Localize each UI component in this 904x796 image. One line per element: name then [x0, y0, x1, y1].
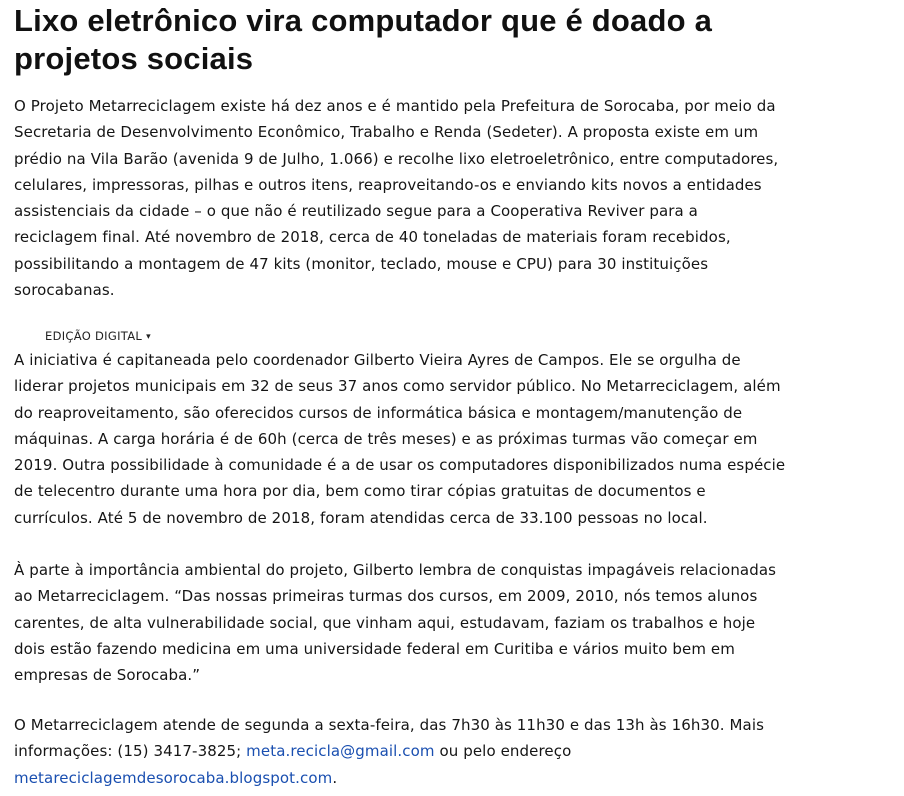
article-headline — [14, 0, 898, 78]
paragraph-1 — [14, 93, 898, 303]
paragraph-line: reciclagem final. Até novembro de 2018, cerca de 40 toneladas de materiais foram recebidos, — [14, 228, 731, 247]
paragraph-line: dois estão fazendo medicina em uma universidade federal em Curitiba e vários muito bem em — [14, 639, 735, 658]
paragraph-line: O Metarreciclagem atende de segunda a sexta-feira, das 7h30 às 11h30 e das 13h às 16h30. Mais — [14, 716, 765, 734]
paragraph-line: prédio na Vila Barão (avenida 9 de Julho, 1.066) e recolhe lixo eletroeletrônico, entre computadores, — [14, 149, 779, 168]
paragraph-line: máquinas. A carga horária é de 60h (cerca de três meses) e as próximas turmas vão começar em — [14, 429, 758, 448]
paragraph-line: currículos. Até 5 de novembro de 2018, foram atendidas cerca de 33.100 pessoas no local. — [14, 508, 708, 527]
headline-line-1: Lixo eletrônico vira computador que é doado a — [14, 3, 713, 38]
paragraph-4-contact — [14, 712, 898, 791]
chevron-down-icon: ▾ — [146, 332, 151, 342]
contact-text: ou pelo endereço — [434, 742, 572, 761]
contact-text: informações: (15) 3417-3825; — [14, 742, 247, 761]
paragraph-line: celulares, impressoras, pilhas e outros itens, reaproveitando-os e enviando kits novos a entidades — [14, 175, 762, 194]
paragraph-line: assistenciais da cidade – o que não é reutilizado segue para a Cooperativa Reviver para a — [14, 202, 698, 221]
email-link[interactable]: meta.recicla@gmail.com — [246, 742, 435, 761]
paragraph-line: possibilitando a montagem de 47 kits (monitor, teclado, mouse e CPU) para 30 instituições — [14, 254, 709, 273]
paragraph-line: A iniciativa é capitaneada pelo coordenador Gilberto Vieira Ayres de Campos. Ele se orgulha de — [14, 351, 741, 369]
paragraph-2 — [14, 347, 898, 531]
article — [14, 0, 898, 787]
headline-line-2: projetos sociais — [14, 41, 254, 76]
digital-edition-dropdown[interactable] — [45, 329, 151, 344]
website-link[interactable]: metareciclagemdesorocaba.blogspot.com — [14, 768, 333, 787]
paragraph-3 — [14, 557, 898, 688]
paragraph-line: ao Metarreciclagem. “Das nossas primeiras turmas dos cursos, em 2009, 2010, nós temos alunos — [14, 587, 758, 606]
paragraph-line: Secretaria de Desenvolvimento Econômico, Trabalho e Renda (Sedeter). A proposta existe em um — [14, 123, 759, 142]
paragraph-line: carentes, de alta vulnerabilidade social, que vinham aqui, estudavam, faziam os trabalhos e hoje — [14, 613, 756, 632]
paragraph-line: de telecentro durante uma hora por dia, bem como tirar cópias gratuitas de documentos e — [14, 482, 706, 501]
contact-text: . — [332, 768, 338, 787]
paragraph-line: sorocabanas. — [14, 281, 115, 300]
paragraph-line: empresas de Sorocaba.” — [14, 666, 201, 685]
paragraph-line: À parte à importância ambiental do projeto, Gilberto lembra de conquistas impagáveis relacionadas — [14, 561, 777, 579]
paragraph-line: 2019. Outra possibilidade à comunidade é a de usar os computadores disponibilizados numa espécie — [14, 456, 786, 475]
paragraph-line: do reaproveitamento, são oferecidos cursos de informática básica e montagem/manutenção de — [14, 403, 743, 422]
paragraph-line: O Projeto Metarreciclagem existe há dez anos e é mantido pela Prefeitura de Sorocaba, por meio da — [14, 97, 776, 115]
digital-edition-label: EDIÇÃO DIGITAL — [45, 329, 143, 343]
paragraph-line: liderar projetos municipais em 32 de seus 37 anos como servidor público. No Metarreciclagem, além — [14, 377, 781, 396]
